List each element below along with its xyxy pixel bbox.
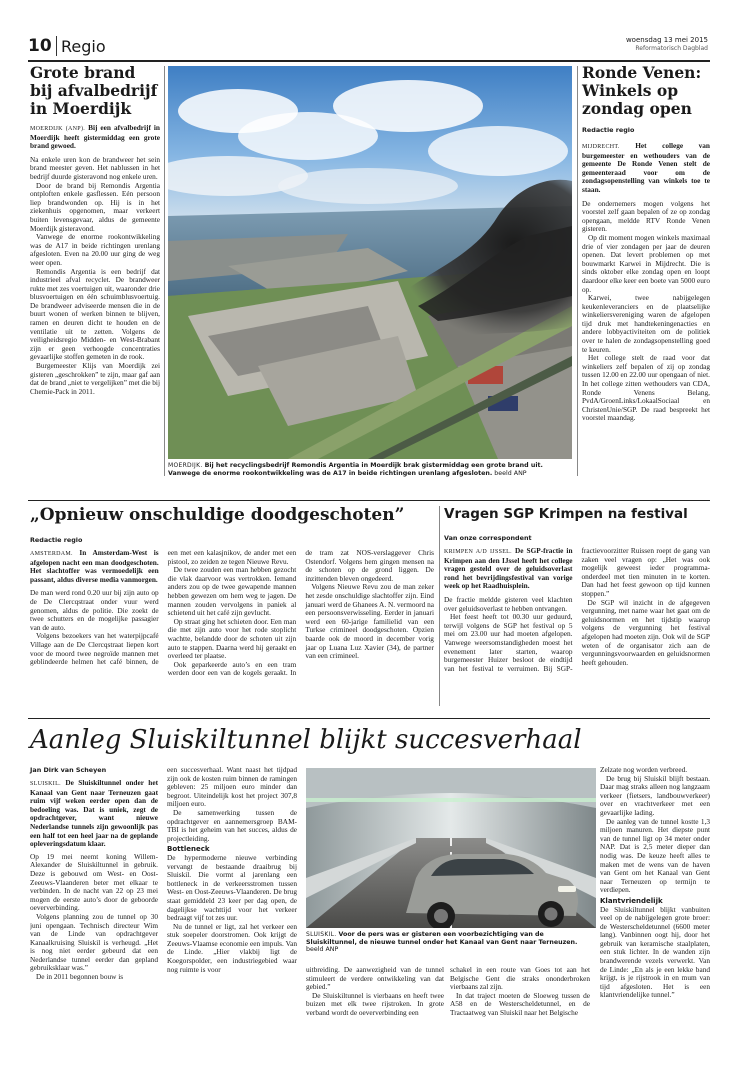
tunnel-byline: Jan Dirk van Scheyen [30,766,107,774]
brand-paragraph: Na enkele uren kon de brandweer het sein brand meester geven. Het nablussen in het bedrijf duurde gisteravond nog enkele uren. [30,154,160,181]
sgp-byline: Van onze correspondent [444,534,532,542]
section-rule [28,718,710,719]
ronde-venen-byline: Redactie regio [582,126,635,134]
tunnel-paragraph: De Sluiskiltunnel blijkt vanbuiten veel op de nabijgelegen grote broer: de Westerscheldetunnel (6600 meter lang). Vanbinnen oogt hij, door het gebruik van keramische staalplaten, een stuk lichter. In de wanden zijn brandwerende vezels verwerkt. Van de Linde: „En als je een lekke band krijgt, is je rijstrook in en mum van tijd afgesloten. Het is een klantvriendelijke tunnel.” [600,904,710,1000]
ronde-venen-headline: Ronde Venen: Winkels op zondag open [582,63,702,118]
tunnel-col-4 [450,966,590,1018]
sgp-lead [444,547,573,591]
tunnel-paragraph: In dat traject moeten de Sloeweg tussen de A58 en de Westerscheldetunnel, en de Tractaatweg van Sluiskil naar het Belgische [450,990,590,1017]
tunnel-paragraph: Zelzate nog worden verbreed. [600,766,688,774]
column-divider [577,66,578,476]
tunnel-paragraph: De Sluiskiltunnel is vierbaans en heeft twee buizen met elk twee rijstroken. In grote verband wordt de oeververbinding een [306,990,444,1017]
ronde-venen-lead-text: Het college van burgemeester en wethouders van de gemeente De Ronde Venen stelt de gemeenteraad voor om de zondagsopenstelling van winkels toe te staan. [582,141,710,194]
fire-photo [168,66,572,459]
ronde-venen-paragraph: Karwei, twee nabijgelegen keukenleveranciers en de plaatselijke winkeliersvereniging waren de afgelopen tijd druk met handtekeningenacties en andere lobbyactiviteiten om de politiek over te halen de zondagsopenstelling goed te keuren. [582,293,710,354]
sgp-dateline: KRIMPEN A/D IJSSEL. [444,549,512,555]
section-name: Regio [61,37,106,56]
tunnel-paragraph: Op 19 mei neemt koning Willem-Alexander de Sluiskiltunnel in gebruik. Deze is gebouwd om West- en Oost-Zeeuws-Vlaanderen beter met elkaar te verbinden. In de nacht van 22 op 23 mei mogen de eerste auto’s door de geboorde oeververbinding. [30,851,158,913]
publication-name: Reformatorisch Dagblad [635,45,708,52]
fire-caption-credit: beeld ANP [494,469,527,477]
sgp-article [444,504,710,707]
tunnel-car-illustration [306,768,596,928]
aerial-fire-illustration [168,66,572,459]
tunnel-col-2 [167,766,297,1061]
tunnel-paragraph: De in 2011 begonnen bouw is [36,972,124,982]
doodgeschoten-paragraph: De twee zouden een man hebben gezocht die vlak daarvoor was vertrokken. Iemand anders zou op de twee gewapende mannen hebben gewezen om hem weg te jagen. De mannen zouden vervolgens in paniek al schietend uit het café zijn gevlucht. [167,565,297,618]
sgp-headline: Vragen SGP Krimpen na festival [444,506,688,522]
page-number: 10 [28,36,52,56]
tunnel-paragraph: De samenwerking tussen de opdrachtgever en aannemersgroep BAM-TBI is het geheim van het succes, aldus de projectleiding. [167,807,297,843]
tunnel-lead [30,779,158,849]
tunnel-photo-caption [306,931,596,954]
doodgeschoten-lead-text: In Amsterdam-West is afgelopen nacht een man doodgeschoten. Het slachtoffer was vermoedelijk een passant, aldus diverse media vanmorgen. [30,548,159,584]
doodgeschoten-paragraph: Ook geparkeerde auto’s en een tram werden door een van de kogels geraakt. In de tram zat NOS-verslaggever Chris Ostendorf. Volgens hem gingen mensen na de schoten op de grond liggen. De inzittenden bleven ongedeerd. [167,548,434,678]
doodgeschoten-dateline: AMSTERDAM. [30,551,73,557]
doodgeschoten-byline: Redactie regio [30,536,83,544]
tunnel-paragraph: De brug bij Sluiskil blijft bestaan. Daar mag straks alleen nog langzaam verkeer (fietsers, landbouwverkeer) over en vrachtverkeer met een gevaarlijke lading. [600,773,710,817]
tunnel-col-1 [30,766,158,1068]
tunnel-paragraph: De hypermoderne nieuwe verbinding vervangt de bestaande draaibrug bij Sluiskil. Die vormt al jarenlang een bottleneck in de verkeersstromen tussen West- en Oost-Zeeuws-Vlaanderen. De brug staat gemiddeld 23 keer per dag open, de dagelijkse wachttijd voor het verkeer bedraagt vijf tot zes uur. [167,852,297,923]
column-divider [164,66,165,476]
doodgeschoten-paragraph: De man werd rond 0.20 uur bij zijn auto op de De Clercqstraat onder vuur werd genomen, aldus de politie. Die zoekt de twee schutters en de mogelijke passagier van de auto. [30,588,159,632]
brand-lead [30,124,160,151]
brand-paragraph: Remondis Argentia is een bedrijf dat industrieel afval recyclet. De brandweer rukte met zes voertuigen uit, waaronder drie blusvoertuigen en één schuimblusvoertuig. De brandweer adviseerde mensen die in de buurt wonen of werken binnen te blijven, ramen en deuren dicht te houden en de ventilatie uit te zetten. Volgens de veiligheidsregio Midden- en West-Brabant zijn er geen verhoogde concentraties gevaarlijke stoffen gemeten in de rook. [30,266,160,362]
masthead-rule [28,60,710,62]
tunnel-dateline: SLUISKIL. [30,781,61,787]
tunnel-paragraph: Nu de tunnel er ligt, zal het verkeer een stuk soepeler doorstromen. Ook krijgt de Zeeuws-Vlaamse economie een impuls. Van de Linde. „Hier vlakbij ligt de Koegorspolder, een industriegebied waar nog ruimte is voor [167,921,297,974]
brand-headline: Grote brand bij afvalbedrijf in Moerdijk [30,63,158,118]
ronde-venen-paragraph: De ondernemers mogen volgens het voorstel zelf gaan bepalen of ze op zondag opengaan, meldde RTV Ronde Venen gisteren. [582,198,710,234]
doodgeschoten-paragraph: Volgens Nieuwe Revu zou de man zeker het zesde onschuldige slachtoffer zijn. Eind januari werd de Ghanees A. N. vermoord na een persoonsverwisseling. Eerder in januari werd een 60-jarige familielid van een Turkse crimineel doodgeschoten. Opzien baarde ook de moord in december vorig jaar op Luana Luz Xavier (34), de partner van een crimineel. [305,582,434,661]
tunnel-subhead-klantvriendelijk: Klantvriendelijk [600,896,663,905]
column-divider [439,506,440,706]
tunnel-photo [306,768,596,928]
brand-paragraph: Burgemeester Klijs van Moerdijk zei gisteren „geschrokken” te zijn, maar gaf aan dat de brand „niet te vergelijken” met die bij Chemie-Pack in 2011. [30,361,160,396]
ronde-venen-article [582,64,710,423]
sgp-paragraph: De SGP wil inzicht in de afgegeven vergunning, met name waar het gaat om de geluidsnormen en het tijdstip waarop volgens de vergunning het festival afgelopen had moeten zijn. Ook wil de SGP weten of de organisator zich aan de vergunningsvoorwaarden en geluidsnormen heeft gehouden. [581,597,710,667]
section-rule [28,500,710,501]
sgp-paragraph: De fractie meldde gisteren veel klachten over geluidsoverlast te hebben ontvangen. [444,594,573,613]
tunnel-paragraph: een succesverhaal. Want naast het tijdpad zijn ook de kosten ruim binnen de ramingen gebleven: 25 miljoen euro minder dan begroot. Uiteindelijk kost het project 307,8 miljoen euro. [167,766,297,809]
sgp-lead-text: De SGP-fractie in Krimpen aan den IJssel heeft het college vragen gesteld over de geluidsoverlast rond het bevrijdingsfestival van vorige week op het Raadhuisplein. [444,546,573,591]
tunnel-caption-place: SLUISKIL. [306,931,337,938]
ronde-venen-paragraph: Het college stelt de raad voor dat winkeliers zelf bepalen of zij op zondag tussen 12.00 en 22.00 uur opengaan of niet. In het college zitten wethouders van CDA, Ronde Venens Belang, PvdA/GroenLinks/LokaalSociaal en ChristenUnie/SGP. De raad bespreekt het voorstel maandag. [582,353,710,423]
tunnel-caption-credit: beeld ANP [306,946,339,954]
fire-caption-text: Bij het recyclingsbedrijf Remondis Argentia in Moerdijk brak gistermiddag een grote brand uit. Vanwege de enorme rookontwikkeling was de A17 in beide richtingen urenlang afgesloten. [168,462,543,477]
tunnel-col-3 [306,966,444,1018]
doodgeschoten-paragraph: Op straat ging het schieten door. Een man die met zijn auto voor het rode stoplicht wachtte, belandde door de schoten uit zijn auto te stappen. Daarna werd hij geraakt en overleed ter plaatse. [167,616,297,661]
tunnel-headline: Aanleg Sluiskiltunnel blijkt succesverhaal [30,725,582,755]
brand-paragraph: Vanwege de enorme rookontwikkeling was de A17 in beide richtingen urenlang afgesloten. Even na 20.00 uur ging de weg weer open. [30,232,160,267]
masthead-divider [56,36,57,56]
tunnel-paragraph: schakel in een route van Goes tot aan het Belgische Gent die straks ononderbroken vierbaans zal zijn. [450,965,590,992]
doodgeschoten-paragraph: Volgens bezoekers van het waterpijpcafé Village aan de De Clercqstraat liepen kort voor de moord twee negroïde mannen met geblindeerde helmen het café binnen, de een met een kalasjnikov, de ander met een pistool, zo zeiden ze tegen Nieuwe Revu. [30,548,297,667]
ronde-venen-lead [582,142,710,195]
tunnel-col-5 [600,766,710,1061]
tunnel-lead-text: De Sluiskiltunnel onder het Kanaal van Gent naar Terneuzen gaat ruim vijf weken eerder open dan de bedoeling was. Dat is uniek, zegt de opdrachtgever, want nieuwe Nederlandse tunnels zijn gewoonlijk pas een half tot een heel jaar na de geplande opleveringsdatum klaar. [30,779,158,849]
doodgeschoten-article [30,504,434,709]
issue-date: woensdag 13 mei 2015 [625,36,708,44]
ronde-venen-paragraph: Op dit moment mogen winkels maximaal drie of vier zondagen per jaar de deuren openen. Dat levert problemen op met bouwmarkt Karwei in Mijdrecht. Die is sinds oktober elke zondag open en loopt daardoor elke keer een boete van 5000 euro op. [582,232,710,294]
fire-caption-place: MOERDIJK. [168,462,203,469]
fire-photo-caption [168,462,572,477]
brand-paragraph: Door de brand bij Remondis Argentia ontploften enkele gasflessen. Eén persoon liep brandwonden op. Hij is in het ziekenhuis opgenomen, maar verkeert buiten levensgevaar, aldus de gemeente Moerdijk gisteravond. [30,180,160,233]
tunnel-paragraph: Volgens planning zou de tunnel op 30 juni opengaan. Technisch directeur Wim van de Linde van opdrachtgever Kanaalkruising Sluiskil is verheugd. „Het is nog niet eerder gebeurd dat een Nederlandse tunnel eerder dan gepland gebruiksklaar was.” [30,911,158,973]
ronde-venen-dateline: MIJDRECHT. [582,144,620,150]
sgp-paragraph: Het feest heeft tot 00.30 uur geduurd, terwijl volgens de SGP het festival op 5 mei om 23.00 uur had moeten afgelopen. Vanwege weersomstandigheden moest het evenement later starten, waarop burgemeester Huizer besloot de eindtijd van het festival te verruimen. Bij SGP-fractievoorzitter Ruissen roept de gang van zaken veel vragen op: „Het was ook mogelijk geweest ieder programma-onderdeel met tien minuten in te korten. Dan had het feest gewoon op tijd kunnen stoppen.” [444,546,710,673]
doodgeschoten-headline: „Opnieuw onschuldige doodgeschoten” [30,505,405,525]
tunnel-caption-text: Voor de pers was er gisteren een voorbezichtiging van de Sluiskiltunnel, de nieuwe tunnel onder het Kanaal van Gent naar Terneuzen. [306,931,578,946]
brand-article [30,64,160,396]
tunnel-subhead-bottleneck: Bottleneck [167,845,210,854]
tunnel-paragraph: De aanleg van de tunnel kostte 1,3 miljoen manuren. Het diepste punt van de tunnel ligt op 34 meter onder NAP. Dat is 2,5 meter dieper dan nodig was. De keuze heeft alles te maken met de wens van de haven van Gent om het Kanaal van Gent naar Terneuzen op termijn te verdiepen. [600,816,710,895]
brand-dateline: MOERDIJK (ANP). [30,126,86,132]
tunnel-paragraph: uitbreiding. De aanwezigheid van de tunnel stimuleert de verdere ontwikkeling van dat gebied.” [306,965,444,992]
brand-lead-text: Bij een afvalbedrijf in Moerdijk heeft gistermiddag een grote brand gewoed. [30,123,160,151]
doodgeschoten-lead [30,549,159,584]
